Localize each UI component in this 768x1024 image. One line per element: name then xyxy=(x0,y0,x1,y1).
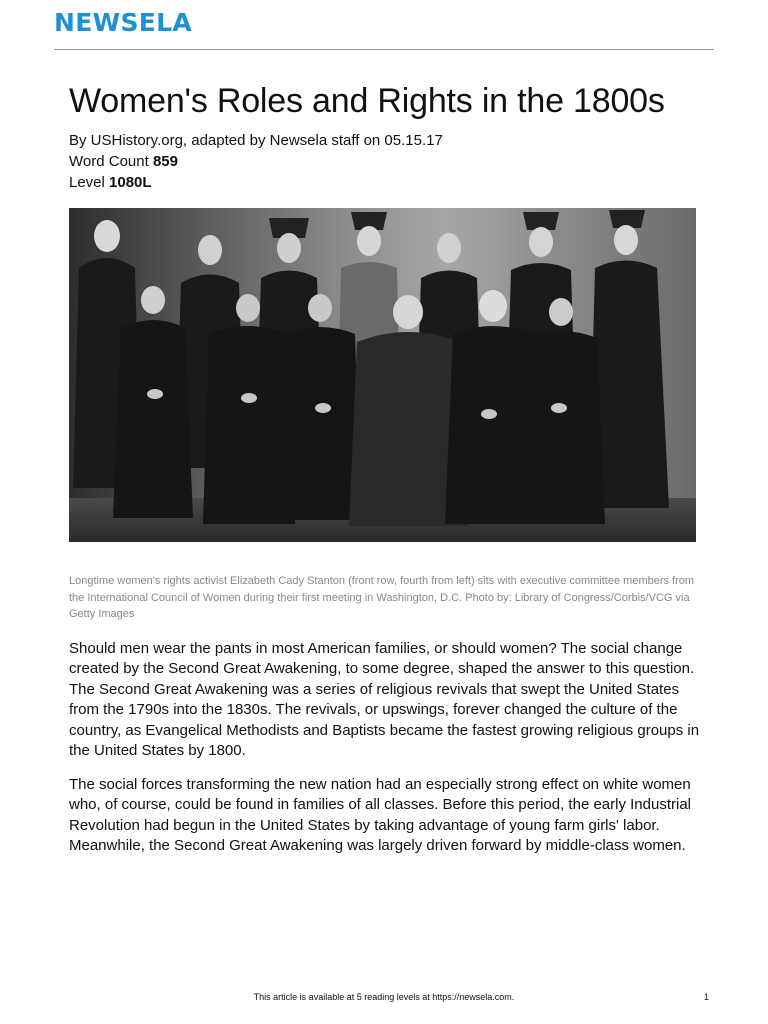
reading-level xyxy=(69,174,152,191)
newsela-logo: NEWSELA xyxy=(54,8,193,37)
article-title: Women's Roles and Rights in the 1800s xyxy=(69,82,665,120)
word-count-label: Word Count xyxy=(69,153,149,170)
article-byline: By USHistory.org, adapted by Newsela staff on 05.15.17 xyxy=(69,132,443,149)
article-paragraph: Should men wear the pants in most American families, or should women? The social change created by the Second Great Awakening, to some degree, shaped the answer to this question. The Second Great Awakening was a series of religious revivals that swept the United States from the 1790s into the 1830s. The revivals, or upswings, forever changed the culture of the country, as Evangelical Methodists and Baptists became the fastest growing religious groups in the United States by 1800. xyxy=(69,640,700,760)
header-divider xyxy=(54,49,714,50)
word-count xyxy=(69,153,178,170)
article-photo xyxy=(69,208,696,542)
word-count-value: 859 xyxy=(152,153,178,170)
reading-level-value: 1080L xyxy=(109,174,152,191)
page-number: 1 xyxy=(704,992,710,1002)
article-paragraph: The social forces transforming the new nation had an especially strong effect on white women who, of course, could be found in families of all classes. Before this period, the early Industrial Revolution had begun in the United States by taking advantage of young farm girls' labor. Meanwhile, the Second Great Awakening was largely driven forward by middle-class women. xyxy=(69,776,691,855)
photo-caption: Longtime women's rights activist Elizabeth Cady Stanton (front row, fourth from left) sits with executive committee members from the International Council of Women during their first meeting in Washington, D.C. Photo by: Library of Congress/Corbis/VCG via Getty Images xyxy=(69,575,695,620)
reading-level-label: Level xyxy=(69,174,105,191)
footer-availability: This article is available at 5 reading levels at https://newsela.com. xyxy=(253,992,515,1002)
